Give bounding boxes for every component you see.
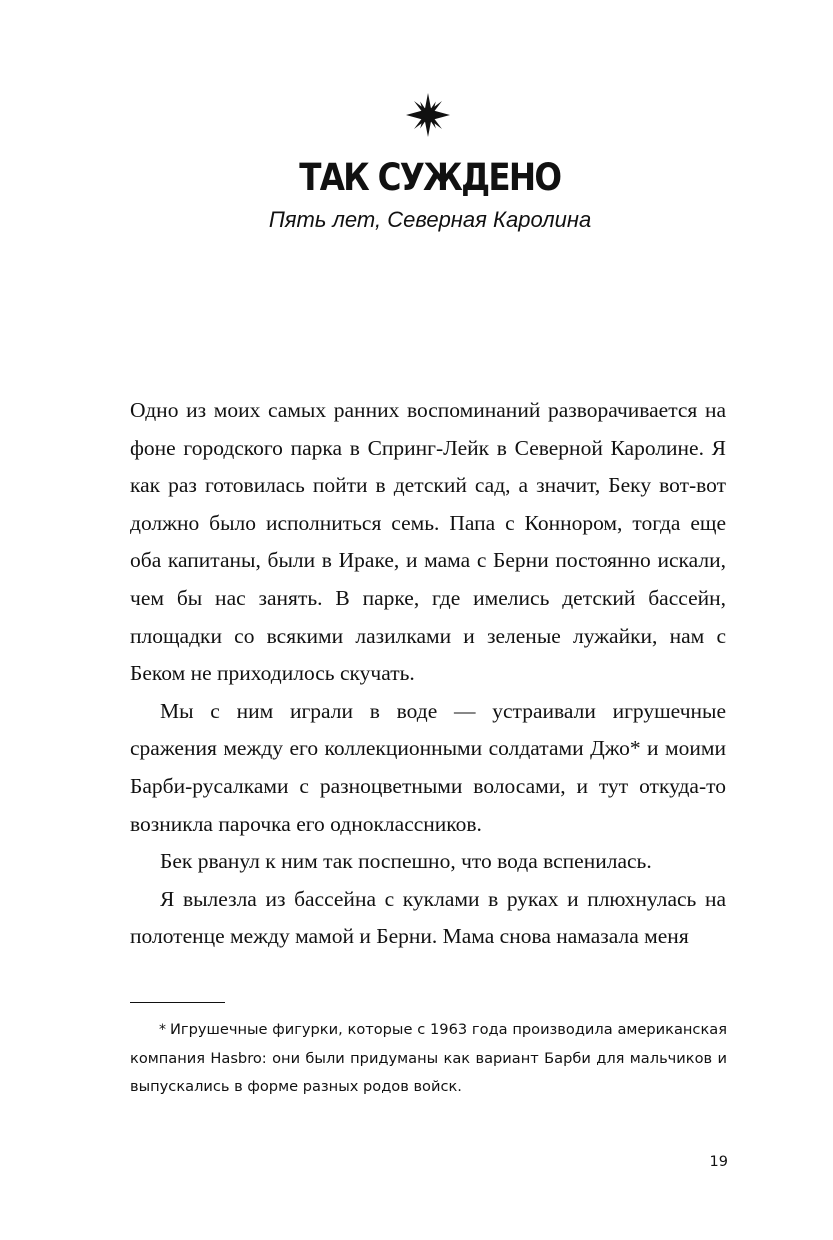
paragraph-3: Бек рванул к ним так поспешно, что вода вспенилась. — [160, 849, 652, 874]
chapter-subtitle: Пять лет, Северная Каролина — [268, 207, 592, 232]
eight-pointed-star-icon — [406, 93, 450, 137]
footnote — [130, 1016, 727, 1102]
footnote-text: Игрушечные фигурки, которые с 1963 года производила американская компания Hasbro: они были придуманы как вариант Барби для мальчиков и выпускались в форме разных родов войск. — [130, 1021, 727, 1095]
body-text — [130, 392, 726, 956]
paragraph-1: Одно из моих самых ранних воспоминаний разворачивается на фоне городского парка в Спринг-Лейк в Северной Каролине. Я как раз готовилась пойти в детский сад, а значит, Беку вот-вот должно было исполниться семь. Папа с Коннором, тогда еще оба капитаны, были в Ираке, и мама с Берни постоянно искали, чем бы нас занять. В парке, где имелись детский бассейн, площадки со всякими лазилками и зеленые лужайки, нам с Беком не приходилось скучать. — [130, 398, 726, 686]
page-number: 19 — [709, 1154, 728, 1170]
paragraph-4: Я вылезла из бассейна с куклами в руках и плюхнулась на полотенце между мамой и Берни. Мама снова намазала меня — [130, 886, 726, 949]
footnote-marker: * — [159, 1022, 166, 1038]
paragraph-2: Мы с ним играли в воде — устраивали игрушечные сражения между его коллекционными солдатами Джо* и моими Барби-русалками с разноцветными волосами, и тут откуда-то возникла парочка его одноклассников. — [130, 698, 726, 836]
chapter-title: ТАК СУЖДЕНО — [299, 156, 561, 199]
footnote-divider — [130, 1002, 225, 1003]
